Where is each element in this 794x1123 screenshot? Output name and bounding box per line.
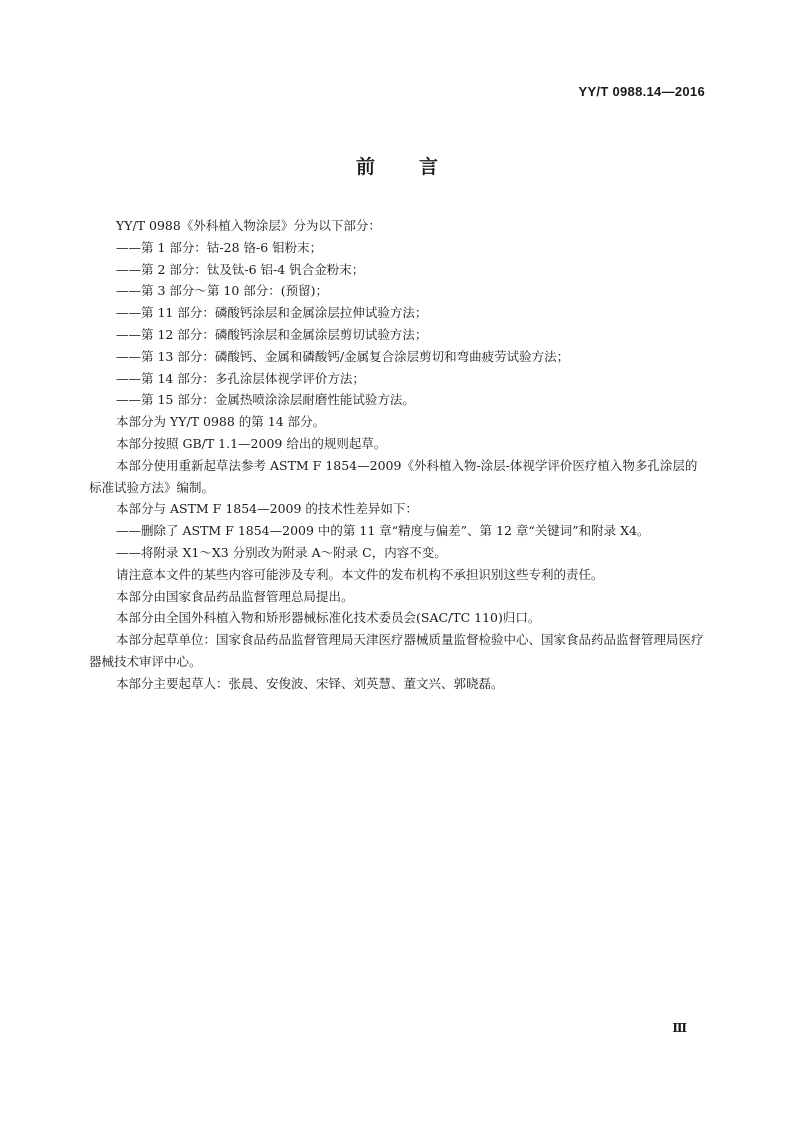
part-item: ——第 12 部分：磷酸钙涂层和金属涂层剪切试验方法； bbox=[116, 326, 428, 342]
paragraph: 本部分为 YY/T 0988 的第 14 部分。 bbox=[116, 414, 326, 430]
part-item: ——第 15 部分：金属热喷涂涂层耐磨性能试验方法。 bbox=[116, 392, 415, 408]
difference-item: ——删除了 ASTM F 1854—2009 中的第 11 章“精度与偏差”、第 12 章“关键词”和附录 X4。 bbox=[116, 523, 650, 539]
paragraph: 本部分由全国外科植入物和矫形器械标准化技术委员会(SAC/TC 110)归口。 bbox=[116, 610, 541, 626]
paragraph: 本部分由国家食品药品监督管理总局提出。 bbox=[116, 588, 354, 604]
part-item: ——第 3 部分～第 10 部分：(预留)； bbox=[116, 283, 329, 299]
page-title: 前言 bbox=[355, 156, 482, 178]
part-item: ——第 11 部分：磷酸钙涂层和金属涂层拉伸试验方法； bbox=[116, 305, 428, 321]
preface-body bbox=[89, 215, 707, 695]
paragraph: 本部分起草单位：国家食品药品监督管理局天津医疗器械质量监督检验中心、国家食品药品监督管理局医疗器械技术审评中心。 bbox=[89, 632, 704, 669]
paragraph: YY/T 0988《外科植入物涂层》分为以下部分： bbox=[116, 218, 381, 233]
paragraph: 请注意本文件的某些内容可能涉及专利。本文件的发布机构不承担识别这些专利的责任。 bbox=[116, 566, 604, 582]
page-number: Ⅲ bbox=[672, 1021, 687, 1035]
paragraph: 本部分与 ASTM F 1854—2009 的技术性差异如下： bbox=[116, 501, 418, 517]
part-item: ——第 2 部分：钛及钛-6 铝-4 钒合金粉末； bbox=[116, 261, 365, 277]
part-item: ——第 1 部分：钴-28 铬-6 钼粉末； bbox=[116, 239, 323, 255]
standard-code: YY/T 0988.14—2016 bbox=[578, 84, 705, 99]
difference-item: ——将附录 X1～X3 分别改为附录 A～附录 C，内容不变。 bbox=[116, 544, 447, 560]
part-item: ——第 14 部分：多孔涂层体视学评价方法； bbox=[116, 370, 365, 386]
paragraph: 本部分按照 GB/T 1.1—2009 给出的规则起草。 bbox=[116, 435, 387, 451]
paragraph: 本部分主要起草人：张晨、安俊波、宋铎、刘英慧、董文兴、郭晓磊。 bbox=[116, 675, 504, 691]
part-item: ——第 13 部分：磷酸钙、金属和磷酸钙/金属复合涂层剪切和弯曲疲劳试验方法； bbox=[116, 348, 570, 364]
paragraph: 本部分使用重新起草法参考 ASTM F 1854—2009《外科植入物-涂层-体视学评价医疗植入物多孔涂层的标准试验方法》编制。 bbox=[89, 457, 698, 495]
